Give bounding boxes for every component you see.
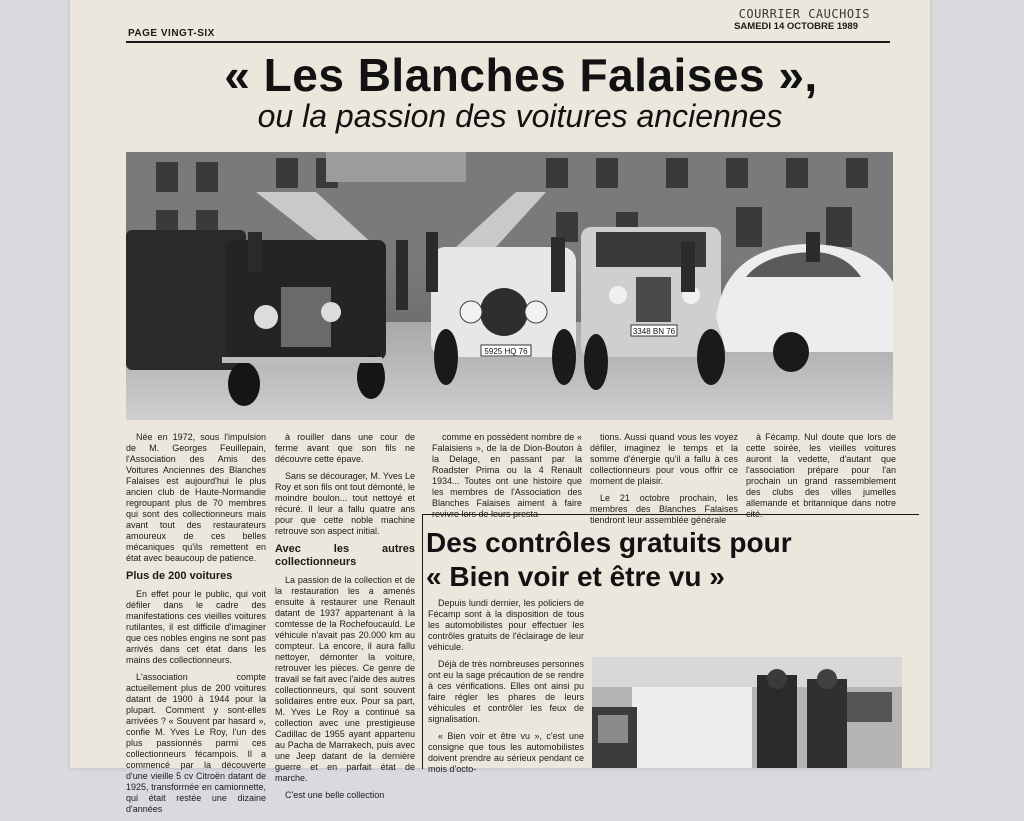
header-rule (126, 41, 890, 43)
paragraph: Le 21 octobre prochain, les membres des Blanches Falaises tiendront leur assemblée générale (590, 493, 738, 525)
newspaper-page (70, 0, 930, 814)
paragraph: « Bien voir et être vu », c'est une consigne que tous les automobilistes doivent prendre au sérieux pendant ce mois d'octo- (428, 731, 584, 774)
issue-date: SAMEDI 14 OCTOBRE 1989 (734, 21, 858, 32)
license-plate-2: 3348 BN 76 (632, 327, 676, 336)
paragraph: Sans se décourager, M. Yves Le Roy et son fils ont tout démonté, le moindre boulon... tout nettoyé et récuré. Il leur a fallu quatre ans pour que cette noble machine retrouve son aspect initial. (275, 471, 415, 536)
paragraph: C'est une belle collection (285, 790, 385, 800)
article-column-3 (432, 432, 582, 526)
page-number: PAGE VINGT-SIX (128, 28, 215, 39)
police-check-photo (592, 657, 902, 768)
paragraph: En effet pour le public, qui voit défiler dans le cadre des manifestations ces vieilles voitures rutilantes, il est difficile d'imaginer que ces nobles engins ne sont pas arrivés dans cet état dans les mains des collectionneurs. (126, 589, 266, 665)
paragraph: à rouiller dans une cour de ferme avant que son fils ne découvre cette épave. (275, 432, 415, 464)
sidebar-headline-line-1: Des contrôles gratuits pour (426, 527, 792, 558)
paragraph: à Fécamp. Nul doute que lors de cette soirée, les vieilles voitures auront la vedette, d'autant que l'association prépare pour l'an prochain un grand rassemblement des clubs des villes jumelles allemande et britannique dans notre cité. (746, 432, 896, 519)
sidebar-headline (426, 526, 916, 594)
paragraph: La passion de la collection et de la restauration les a amenés ensuite à restaurer une Renault datant de 1937 appartenant à la comtesse de la Rochefoucauld. Le véhicule n'avait pas 20.000 km au compteur. La encore, il aura fallu nettoyer, démonter la voiture, retrouver les pièces. Ce genre de travail se fait avec l'aide des autres collectionneurs, qui sont souvent solidaires entre eux. Pour sa part, M. Yves Le Roy a continué sa collection avec une prestigieuse Cadillac de 1955 ayant appartenu au Pacha de Marrakech, puis avec une Jeep datant de la dernière guerre et en parfait état de marche. (275, 575, 415, 783)
article-column-2 (275, 432, 415, 807)
sidebar-headline-line-2: « Bien voir et être vu » (426, 561, 725, 592)
article-headline: « Les Blanches Falaises », (224, 49, 818, 101)
paragraph: comme en possèdent nombre de « Falaisiens », de la de Dion-Bouton à la Delage, en passant par la Roadster Prima ou la 4 Renault 1934... Toutes ont une histoire que les membres de l'Association des Blanches Falaises aiment à faire revivre lors de leurs presta- (432, 432, 582, 519)
vintage-cars-photo (126, 152, 893, 420)
paragraph: Depuis lundi dernier, les policiers de Fécamp sont à la disposition de tous les automobilistes pour effectuer les contrôles gratuits de l'éclairage de leur véhicule. (428, 598, 584, 652)
paragraph: Déjà de très nombreuses personnes ont eu la sage précaution de se rendre à ces vérifications. Elles ont ainsi pu faire régler les phares de leurs véhicules et contrôler les feux de signalisation. (428, 659, 584, 724)
article-subheadline: ou la passion des voitures anciennes (257, 98, 783, 134)
article-column-1 (126, 432, 266, 821)
paragraph: Née en 1972, sous l'impulsion de M. Georges Feuillepain, l'Association des Amis des Voitures Anciennes des Blanches Falaises est aujourd'hui le plus ancien club de Haute-Normandie regroupant plus de 70 membres qui sont des collectionneurs mais avant tout des restaurateurs amoureux de ces belles mécaniques qu'ils remettent en état avec beaucoup de patience. (126, 432, 266, 563)
paragraph: tions. Aussi quand vous les voyez défiler, imaginez le temps et la somme d'énergie qu'il a fallu à ces collectionneurs pour vous offrir ce moment de plaisir. (590, 432, 738, 486)
section-heading: Plus de 200 voitures (126, 570, 233, 582)
handwritten-source-note: COURRIER CAUCHOIS (738, 7, 870, 21)
sidebar-column-1 (428, 598, 584, 781)
article-column-5 (746, 432, 896, 526)
paragraph: L'association compte actuellement plus de 200 voitures datant de 1900 à 1944 pour la plupart. Comment y sont-elles arrivées ? « Souvent par hasard », confie M. Yves Le Roy, l'un des plus passionnés parmi ces collectionneurs fécampois. Il a commencé par la découverte d'une vieille 5 cv Citroën datant de 1925, transformée en camionnette, qui était restée une dizaine d'années (126, 672, 266, 814)
section-heading: Avec les autres collectionneurs (275, 543, 415, 568)
license-plate-1: 5925 HQ 76 (484, 347, 528, 356)
